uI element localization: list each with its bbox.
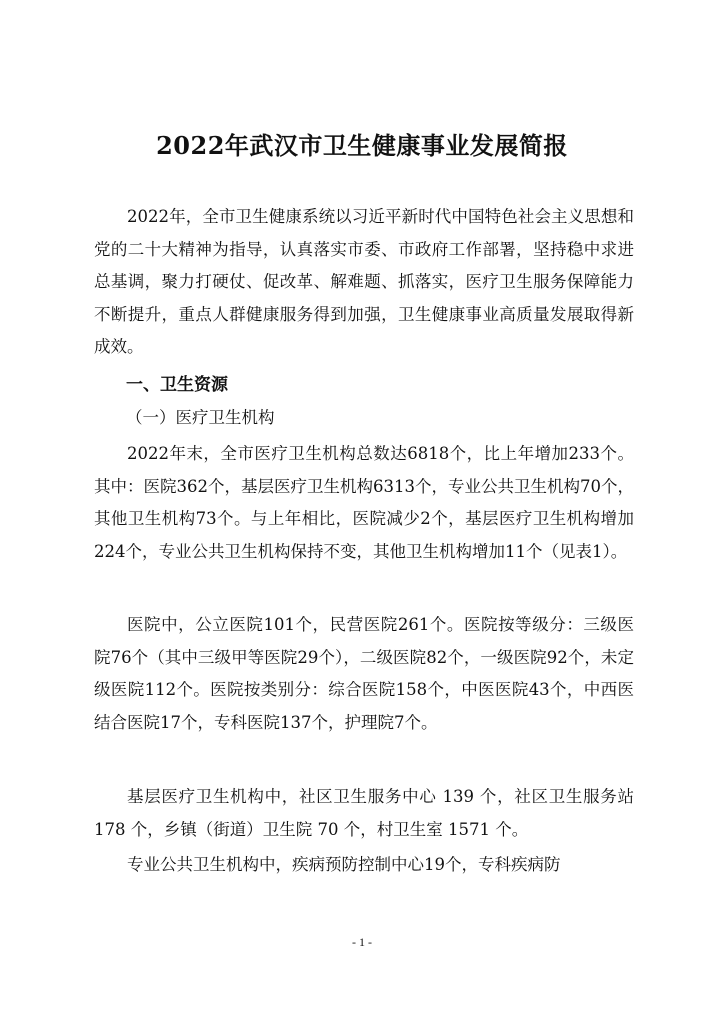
document-title: 2022年武汉市卫生健康事业发展简报 [156, 131, 568, 160]
hospitals-paragraph: 医院中，公立医院101个，民营医院261个。医院按等级分：三级医院76个（其中三级甲等医院29个），二级医院82个，一级医院92个，未定级医院112个。医院按类别分：综合医院158个，中医医院43个，中西医结合医院17个，专科医院137个，护理院7个。 [94, 615, 634, 732]
page-number: - 1 - [352, 935, 372, 949]
primary-care-paragraph: 基层医疗卫生机构中，社区卫生服务中心 139 个，社区卫生服务站 178 个，乡镇（街道）卫生院 70 个，村卫生室 1571 个。 [94, 787, 634, 839]
section-heading-health-resources: 一、卫生资源 [126, 375, 228, 395]
institutions-paragraph: 2022年末，全市医疗卫生机构总数达6818个，比上年增加233个。其中：医院362个，基层医疗卫生机构6313个，专业公共卫生机构70个，其他卫生机构73个。与上年相比，医院减少2个，基层医疗卫生机构增加224个，专业公共卫生机构保持不变，其他卫生机构增加11个（见表1）。 [94, 444, 634, 561]
intro-paragraph: 2022年，全市卫生健康系统以习近平新时代中国特色社会主义思想和党的二十大精神为指导，认真落实市委、市政府工作部署，坚持稳中求进总基调，聚力打硬仗、促改革、解难题、抓落实，医疗卫生服务保障能力不断提升，重点人群健康服务得到加强，卫生健康事业高质量发展取得新成效。 [94, 207, 634, 356]
subsection-heading-medical-institutions: （一）医疗卫生机构 [126, 408, 275, 427]
public-health-paragraph: 专业公共卫生机构中，疾病预防控制中心19个，专科疾病防 [127, 855, 561, 874]
